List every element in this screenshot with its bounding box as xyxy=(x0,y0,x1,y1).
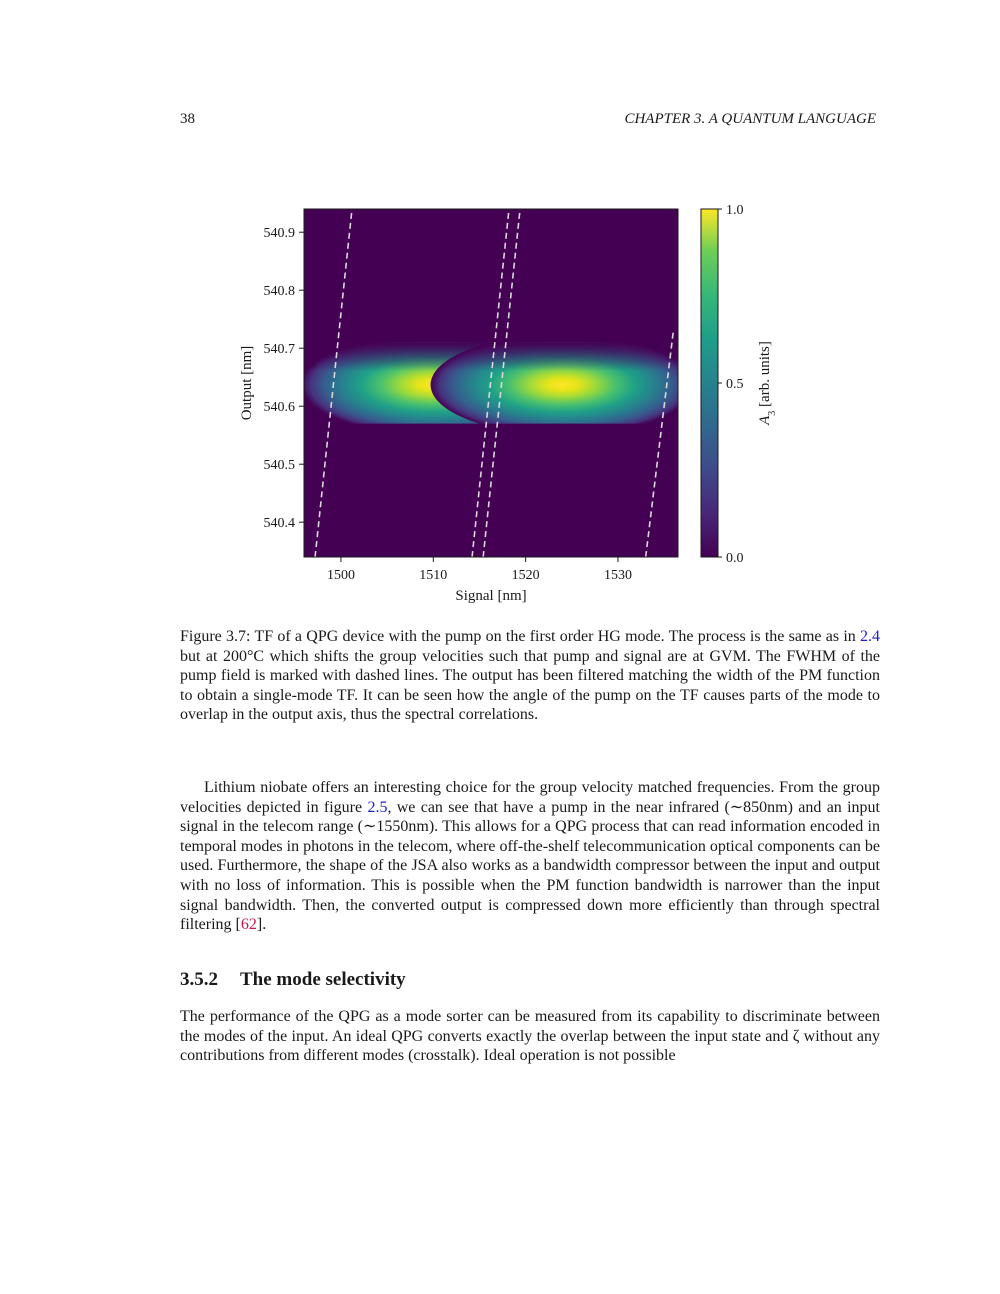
y-axis-label: Output [nm] xyxy=(239,345,255,421)
colorbar-label-unit: [arb. units] xyxy=(757,341,773,411)
heatmap-chart xyxy=(225,195,785,615)
y-tick-label: 540.9 xyxy=(263,226,295,242)
figure-number: Figure 3.7: xyxy=(180,628,251,645)
figure-ref-link-2[interactable]: 2.5 xyxy=(367,798,388,816)
body-paragraph-2: The performance of the QPG as a mode sorter can be measured from its capability to discriminate between the modes of the input. An ideal QPG converts exactly the overlap between the input state and ζ without any contributions from different modes (crosstalk). Ideal operation is not possible xyxy=(180,1008,880,1065)
figure-3-7 xyxy=(225,195,785,615)
paragraph-text-3: ]. xyxy=(256,916,267,934)
body-paragraph-1 xyxy=(180,778,880,935)
colorbar-tick-label: 0.5 xyxy=(726,377,744,392)
colorbar-label-symbol: A xyxy=(757,415,773,425)
y-tick-label: 540.5 xyxy=(263,458,295,474)
section-number: 3.5.2 xyxy=(180,969,218,990)
paragraph-text-2: , we can see that have a pump in the near infrared (∼850nm) and an input signal in the telecom range (∼1550nm). This allows for a QPG process that can read information encoded in temporal modes in photons in the telecom, where off-the-shelf telecommunication optical components can be used. Furthermore, the shape of the JSA also works as a bandwidth compressor between the input and output with no loss of information. This is possible when the PM function bandwidth is narrower than the input signal bandwidth. Then, the converted output is compressed down more efficiently than through spectral filtering [ xyxy=(180,798,881,934)
page-number: 38 xyxy=(180,111,195,127)
x-tick-label: 1530 xyxy=(603,568,632,583)
x-tick-label: 1500 xyxy=(326,568,355,583)
colorbar-tick-label: 1.0 xyxy=(726,203,744,218)
y-tick-label: 540.6 xyxy=(263,400,295,416)
caption-text-1: TF of a QPG device with the pump on the first order HG mode. The process is the same as in xyxy=(254,628,861,645)
x-tick-label: 1510 xyxy=(419,568,448,583)
colorbar-tick-label: 0.0 xyxy=(726,551,744,566)
colorbar xyxy=(701,203,778,566)
caption-text-2: but at 200°C which shifts the group velocities such that pump and signal are at GVM. The FWHM of the pump field is marked with dashed lines. The output has been filtered matching the width of the PM function to obtain a single-mode TF. It can be seen how the angle of the pump on the TF causes parts of the mode to overlap in the output axis, thus the spectral correlations. xyxy=(180,647,880,724)
x-tick-label: 1520 xyxy=(511,568,540,583)
x-axis xyxy=(327,557,632,583)
section-heading xyxy=(180,969,406,991)
citation-link[interactable]: 62 xyxy=(240,916,257,934)
y-tick-label: 540.7 xyxy=(263,342,295,358)
colorbar-label-subscript: 3 xyxy=(766,410,778,416)
figure-caption xyxy=(180,627,880,725)
y-axis xyxy=(264,226,305,531)
figure-ref-link[interactable]: 2.4 xyxy=(860,628,881,645)
colorbar-label xyxy=(757,341,778,426)
running-head: CHAPTER 3. A QUANTUM LANGUAGE xyxy=(624,111,876,127)
y-tick-label: 540.4 xyxy=(263,516,295,532)
colorbar-gradient xyxy=(701,209,718,557)
y-tick-label: 540.8 xyxy=(263,284,295,300)
paragraph-text-1: Lithium niobate offers an interesting choice for the group velocity matched frequencies. From the group velocities depicted in figure xyxy=(180,779,880,816)
plot-area xyxy=(301,209,694,557)
x-axis-label: Signal [nm] xyxy=(455,588,527,604)
section-title: The mode selectivity xyxy=(240,969,406,990)
